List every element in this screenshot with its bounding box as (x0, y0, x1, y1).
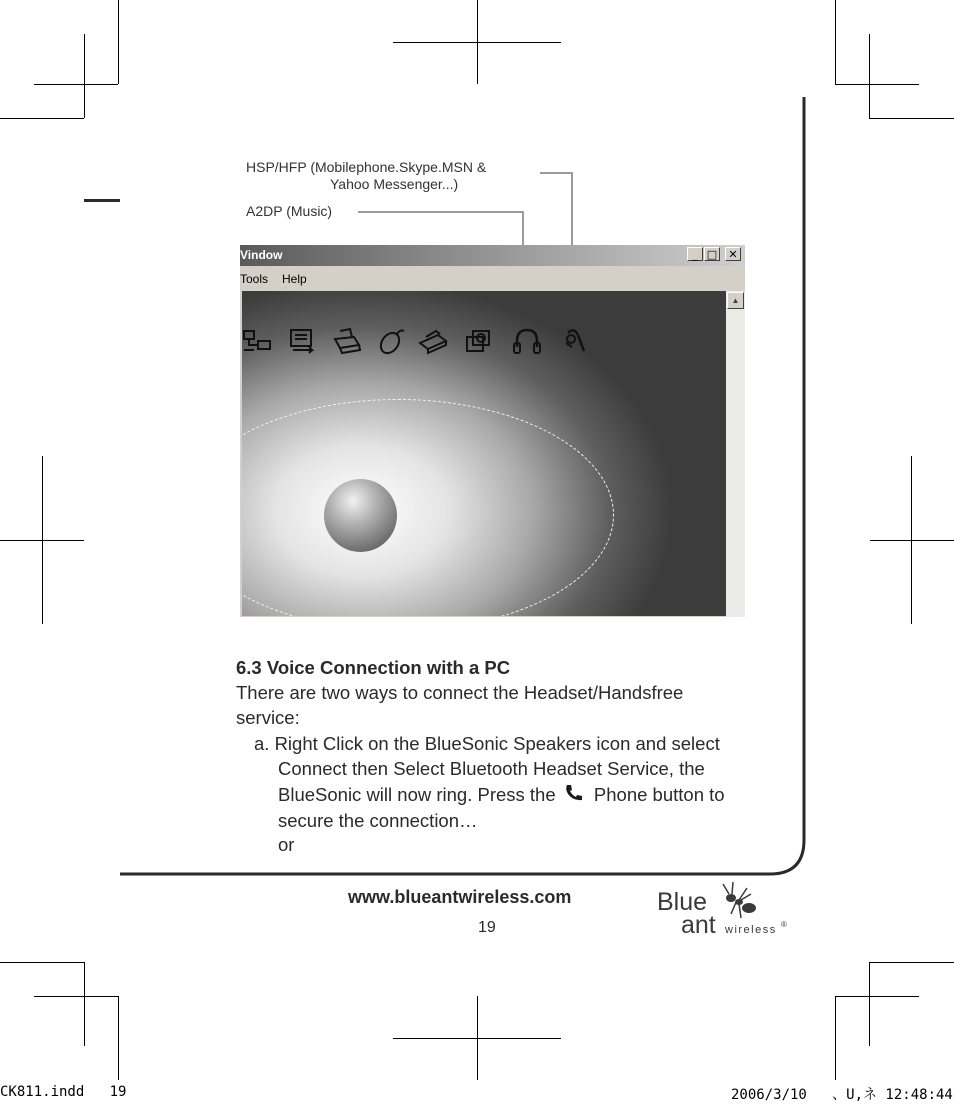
ant-icon (717, 880, 761, 922)
step-a-line3-start: BlueSonic will now ring. Press the (278, 784, 556, 805)
menu-tools[interactable]: Tools (240, 272, 269, 286)
blueant-logo (655, 880, 790, 940)
a2dp-callout: A2DP (Music) (246, 203, 333, 219)
document-transfer-icon[interactable] (288, 327, 318, 355)
bluetooth-window-screenshot (240, 245, 745, 617)
minimize-button[interactable]: _ (687, 247, 703, 261)
hsp-callout-line2: Yahoo Messenger...) (330, 176, 459, 192)
step-a-line1: a. Right Click on the BlueSonic Speakers icon and select (254, 733, 720, 754)
step-a-line5: or (278, 834, 295, 855)
intro-line2: service: (236, 707, 300, 728)
headset-icon[interactable] (560, 327, 590, 355)
step-a-line3-end: Phone button to (593, 784, 725, 805)
logo-text-ant: ant (681, 911, 716, 939)
intro-line1: There are two ways to connect the Headset/Handsfree (236, 682, 684, 703)
window-menubar (240, 267, 745, 291)
slug-file-info: CK811.indd 19 (0, 1084, 127, 1100)
network-icon[interactable] (242, 327, 272, 355)
headphones-icon[interactable] (512, 327, 542, 355)
hsp-leader-h (540, 172, 573, 174)
orbit-path (242, 399, 614, 616)
window-canvas (242, 291, 726, 616)
device-sphere[interactable] (324, 479, 397, 552)
logo-registered-mark: ® (781, 920, 787, 929)
window-scrollbar[interactable] (726, 291, 745, 617)
window-title: Vindow (240, 248, 283, 262)
section-heading: 6.3 Voice Connection with a PC (236, 657, 511, 678)
footer-url[interactable]: www.blueantwireless.com (348, 887, 572, 907)
maximize-button[interactable]: □ (704, 247, 720, 261)
close-button[interactable]: ✕ (725, 247, 741, 261)
slug-timestamp: 2006/3/10 、U,ネ 12:48:44 (731, 1087, 953, 1103)
hsp-callout-line1: HSP/HFP (Mobilephone.Skype.MSN & (246, 159, 487, 175)
step-a-line4: secure the connection… (278, 810, 478, 831)
logo-text-wireless: wireless (725, 924, 777, 936)
step-a-line2: Connect then Select Bluetooth Headset Service, the (278, 758, 705, 779)
fax-icon[interactable] (418, 327, 448, 355)
scroll-up-button[interactable]: ▲ (727, 292, 744, 309)
window-titlebar (240, 245, 745, 266)
camera-icon[interactable] (464, 327, 494, 355)
page-number: 19 (478, 919, 496, 936)
logo-text-blue: Blue (657, 888, 708, 916)
phone-icon (563, 783, 585, 803)
step-a-line3 (278, 782, 725, 807)
a2dp-leader-h (358, 211, 524, 213)
menu-help[interactable]: Help (282, 272, 307, 286)
mouse-icon[interactable] (376, 327, 406, 355)
printer-icon[interactable] (332, 327, 362, 355)
